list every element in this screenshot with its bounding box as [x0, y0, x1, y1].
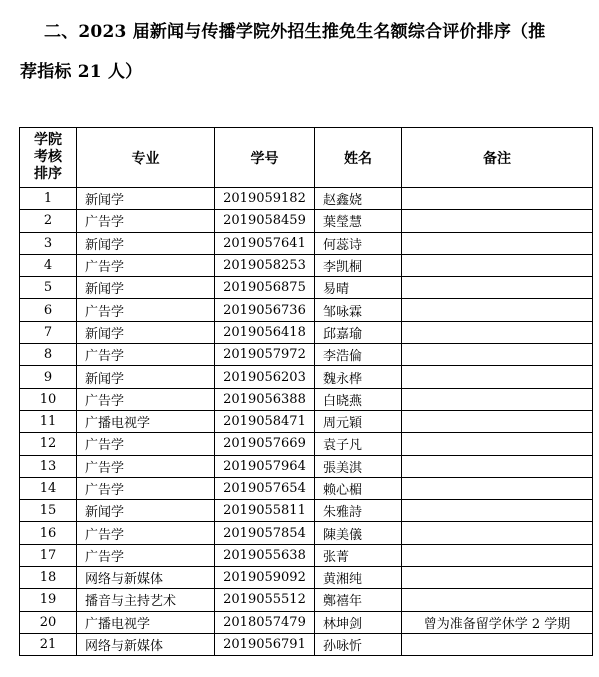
table-row: [20, 232, 593, 254]
rank-cell: 11: [20, 410, 77, 432]
name-cell: 朱雅詩: [315, 500, 402, 522]
student-id-cell: 2019055512: [215, 589, 315, 611]
student-id-cell: 2019056875: [215, 277, 315, 299]
remark-cell: [402, 567, 593, 589]
header-rank-label: 学院 考核 排序: [34, 132, 62, 182]
student-id-cell: 2019057972: [215, 344, 315, 366]
header-rank: [20, 128, 77, 188]
table-row: [20, 254, 593, 276]
major-cell: 广播电视学: [77, 611, 215, 633]
student-id-cell: 2019057641: [215, 232, 315, 254]
student-id-cell: 2019058459: [215, 210, 315, 232]
name-cell: 邹咏霖: [315, 299, 402, 321]
rank-cell: 14: [20, 477, 77, 499]
document-title: [20, 12, 584, 92]
header-remark: 备注: [402, 128, 593, 188]
remark-cell: [402, 455, 593, 477]
remark-cell: [402, 633, 593, 655]
name-cell: 张菁: [315, 544, 402, 566]
rank-cell: 6: [20, 299, 77, 321]
remark-cell: [402, 366, 593, 388]
rank-cell: 1: [20, 188, 77, 210]
ranking-table: [19, 127, 593, 656]
table-row: [20, 344, 593, 366]
name-cell: 白晓燕: [315, 388, 402, 410]
name-cell: 周元穎: [315, 410, 402, 432]
major-cell: 广告学: [77, 433, 215, 455]
name-cell: 林坤剑: [315, 611, 402, 633]
remark-cell: 曾为准备留学休学 2 学期: [402, 611, 593, 633]
student-id-cell: 2019056418: [215, 321, 315, 343]
remark-cell: [402, 254, 593, 276]
title-line-2: 荐指标 21 人）: [20, 62, 143, 82]
rank-cell: 20: [20, 611, 77, 633]
name-cell: 黄湘纯: [315, 567, 402, 589]
table-row: [20, 633, 593, 655]
header-name: 姓名: [315, 128, 402, 188]
rank-cell: 21: [20, 633, 77, 655]
major-cell: 网络与新媒体: [77, 567, 215, 589]
rank-cell: 18: [20, 567, 77, 589]
name-cell: 何蕊诗: [315, 232, 402, 254]
student-id-cell: 2019058253: [215, 254, 315, 276]
student-id-cell: 2019057854: [215, 522, 315, 544]
title-line-1: 二、2023 届新闻与传播学院外招生推免生名额综合评价排序（推: [44, 22, 546, 42]
remark-cell: [402, 589, 593, 611]
table-row: [20, 299, 593, 321]
remark-cell: [402, 433, 593, 455]
major-cell: 新闻学: [77, 188, 215, 210]
name-cell: 張美淇: [315, 455, 402, 477]
remark-cell: [402, 232, 593, 254]
major-cell: 广告学: [77, 210, 215, 232]
rank-cell: 17: [20, 544, 77, 566]
name-cell: 孙咏忻: [315, 633, 402, 655]
remark-cell: [402, 522, 593, 544]
remark-cell: [402, 344, 593, 366]
table-row: [20, 567, 593, 589]
remark-cell: [402, 544, 593, 566]
header-student-id: 学号: [215, 128, 315, 188]
name-cell: 赖心楣: [315, 477, 402, 499]
table-row: [20, 522, 593, 544]
rank-cell: 15: [20, 500, 77, 522]
remark-cell: [402, 500, 593, 522]
rank-cell: 3: [20, 232, 77, 254]
table-header-row: [20, 128, 593, 188]
remark-cell: [402, 388, 593, 410]
remark-cell: [402, 299, 593, 321]
name-cell: 魏永桦: [315, 366, 402, 388]
table-row: [20, 477, 593, 499]
major-cell: 新闻学: [77, 500, 215, 522]
remark-cell: [402, 321, 593, 343]
table-row: [20, 321, 593, 343]
student-id-cell: 2019059092: [215, 567, 315, 589]
student-id-cell: 2019057669: [215, 433, 315, 455]
name-cell: 葉瑩慧: [315, 210, 402, 232]
table-row: [20, 433, 593, 455]
major-cell: 广告学: [77, 344, 215, 366]
major-cell: 广告学: [77, 254, 215, 276]
table-row: [20, 366, 593, 388]
major-cell: 广告学: [77, 477, 215, 499]
name-cell: 赵鑫娆: [315, 188, 402, 210]
table-row: [20, 455, 593, 477]
rank-cell: 7: [20, 321, 77, 343]
rank-cell: 12: [20, 433, 77, 455]
major-cell: 网络与新媒体: [77, 633, 215, 655]
rank-cell: 4: [20, 254, 77, 276]
major-cell: 广告学: [77, 544, 215, 566]
student-id-cell: 2018057479: [215, 611, 315, 633]
major-cell: 广告学: [77, 455, 215, 477]
major-cell: 新闻学: [77, 232, 215, 254]
major-cell: 广播电视学: [77, 410, 215, 432]
rank-cell: 16: [20, 522, 77, 544]
student-id-cell: 2019058471: [215, 410, 315, 432]
name-cell: 袁子凡: [315, 433, 402, 455]
table-row: [20, 500, 593, 522]
major-cell: 新闻学: [77, 366, 215, 388]
student-id-cell: 2019056791: [215, 633, 315, 655]
student-id-cell: 2019059182: [215, 188, 315, 210]
name-cell: 鄭禧年: [315, 589, 402, 611]
header-major: 专业: [77, 128, 215, 188]
name-cell: 李凯桐: [315, 254, 402, 276]
table-row: [20, 544, 593, 566]
table-row: [20, 188, 593, 210]
table-row: [20, 611, 593, 633]
table-row: [20, 589, 593, 611]
major-cell: 新闻学: [77, 277, 215, 299]
rank-cell: 9: [20, 366, 77, 388]
student-id-cell: 2019055811: [215, 500, 315, 522]
rank-cell: 5: [20, 277, 77, 299]
student-id-cell: 2019056736: [215, 299, 315, 321]
table-row: [20, 210, 593, 232]
student-id-cell: 2019056388: [215, 388, 315, 410]
remark-cell: [402, 277, 593, 299]
name-cell: 陳美儀: [315, 522, 402, 544]
major-cell: 广告学: [77, 388, 215, 410]
student-id-cell: 2019057654: [215, 477, 315, 499]
name-cell: 李浩倫: [315, 344, 402, 366]
table-row: [20, 410, 593, 432]
rank-cell: 19: [20, 589, 77, 611]
remark-cell: [402, 188, 593, 210]
student-id-cell: 2019056203: [215, 366, 315, 388]
major-cell: 新闻学: [77, 321, 215, 343]
major-cell: 广告学: [77, 299, 215, 321]
student-id-cell: 2019055638: [215, 544, 315, 566]
table-row: [20, 277, 593, 299]
table-body: [20, 188, 593, 656]
name-cell: 邱嘉瑜: [315, 321, 402, 343]
major-cell: 播音与主持艺术: [77, 589, 215, 611]
major-cell: 广告学: [77, 522, 215, 544]
rank-cell: 8: [20, 344, 77, 366]
rank-cell: 13: [20, 455, 77, 477]
rank-cell: 2: [20, 210, 77, 232]
remark-cell: [402, 210, 593, 232]
remark-cell: [402, 410, 593, 432]
name-cell: 易晴: [315, 277, 402, 299]
student-id-cell: 2019057964: [215, 455, 315, 477]
table-row: [20, 388, 593, 410]
rank-cell: 10: [20, 388, 77, 410]
remark-cell: [402, 477, 593, 499]
